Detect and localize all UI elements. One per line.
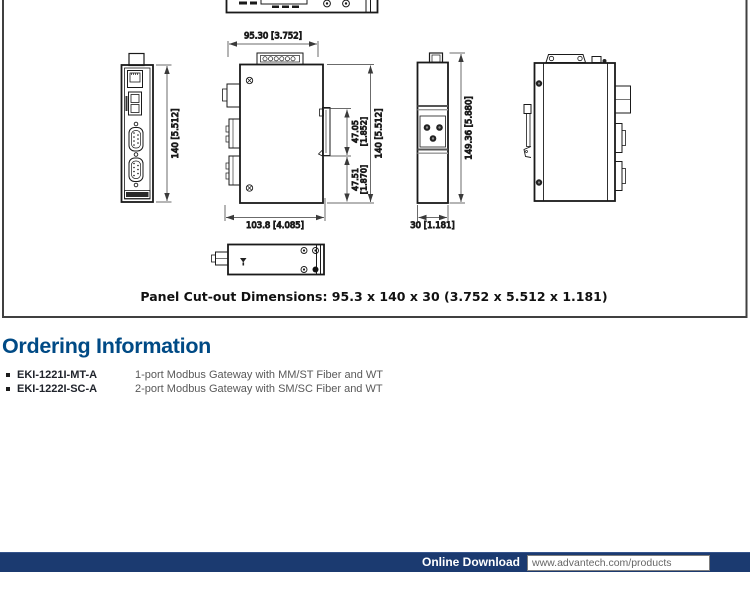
footer-bar — [0, 552, 750, 572]
footer-url-box[interactable] — [527, 555, 710, 571]
footer-url-link[interactable]: www.advantech.com/products — [532, 557, 672, 569]
dim-depth: 30 [1.181] — [410, 221, 455, 231]
dim-clip-upper-mm: 47.05 — [351, 120, 360, 143]
ordering-item — [6, 382, 706, 396]
ordering-item — [6, 368, 706, 382]
ordering-information-heading: Ordering Information — [2, 334, 212, 358]
ordering-model: EKI-1222I-SC-A — [17, 383, 98, 395]
ordering-list — [6, 368, 706, 396]
panel-cutout-caption: Panel Cut-out Dimensions: 95.3 x 140 x 30 (3.752 x 5.512 x 1.181) — [140, 289, 608, 304]
ordering-model: EKI-1221I-MT-A — [17, 369, 98, 381]
bullet-square-icon — [6, 373, 10, 377]
center-view — [223, 32, 385, 232]
dim-clip-lower-in: [1.870] — [359, 164, 369, 195]
online-download-label: Online Download — [422, 555, 520, 569]
dim-overall-height: 140 [5.512] — [374, 108, 385, 159]
dim-top-width: 95.30 [3.752] — [243, 31, 303, 42]
side-view — [524, 55, 631, 202]
dim-rear-height: 149.36 [5.880] — [464, 96, 475, 160]
dim-body-width: 103.8 [4.085] — [245, 221, 305, 231]
dim-front-height: 140 [5.512] — [171, 108, 181, 159]
bottom-view — [212, 245, 325, 275]
top-view-partial — [227, 0, 378, 13]
dim-clip-upper-in: [1.852] — [359, 116, 369, 147]
rear-view — [410, 53, 474, 231]
dim-clip-lower-mm: 47.51 — [351, 168, 360, 191]
front-view — [122, 54, 182, 203]
bullet-square-icon — [6, 387, 10, 391]
ordering-description: 2-port Modbus Gateway with SM/SC Fiber and WT — [135, 383, 383, 395]
ordering-description: 1-port Modbus Gateway with MM/ST Fiber and WT — [135, 369, 383, 381]
